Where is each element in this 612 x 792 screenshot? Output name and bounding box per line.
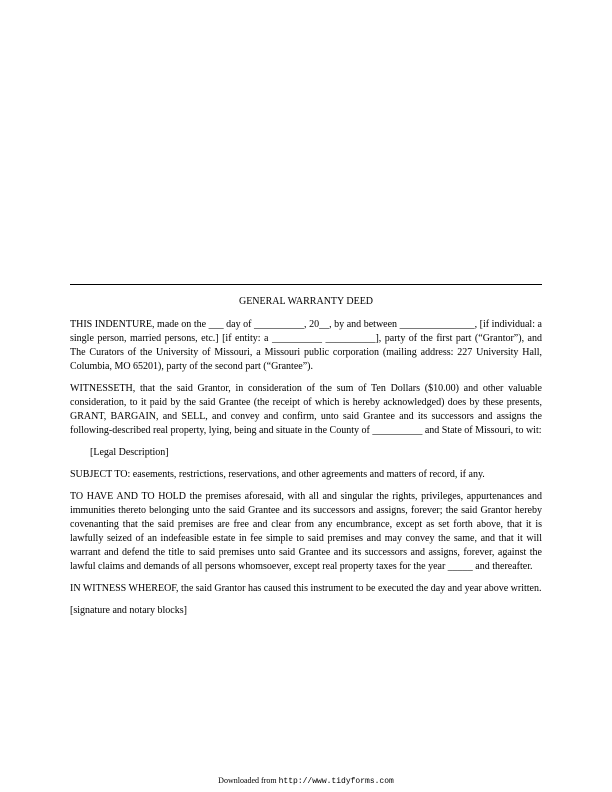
document-body xyxy=(70,318,542,626)
footer-link[interactable]: http://www.tidyforms.com xyxy=(278,777,394,786)
document-title: GENERAL WARRANTY DEED xyxy=(238,296,374,307)
to-have-and-to-hold-paragraph: TO HAVE AND TO HOLD the premises aforesaid, with all and singular the rights, privileges, appurtenances and immunities thereto belonging unto the said Grantee and its successors and assigns, forever; the said Grantor hereby covenanting that the said premises are free and clear from any encumbrance, except as set forth above, that it is lawfully seized of an indefeasible estate in fee simple to said premises and may convey the same, and that it will warrant and defend the title to said premises unto said Grantee and its successors and assigns, forever, against the lawful claims and demands of all persons whomsoever, except real property taxes for the year _____ and thereafter. xyxy=(70,491,542,572)
header-divider xyxy=(70,284,542,285)
in-witness-paragraph: IN WITNESS WHEREOF, the said Grantor has caused this instrument to be executed the day and year above written. xyxy=(70,583,542,594)
subject-to-paragraph: SUBJECT TO: easements, restrictions, reservations, and other agreements and matters of record, if any. xyxy=(70,469,485,480)
signature-blocks-placeholder: [signature and notary blocks] xyxy=(70,605,187,616)
indenture-paragraph: THIS INDENTURE, made on the ___ day of __________, 20__, by and between _______________, [if individual: a single person, married persons, etc.] [if entity: a __________ __________], party of the first part (“Grantor”), and The Curators of the University of Missouri, a Missouri public corporation (mailing address: 227 University Hall, Columbia, MO 65201), party of the second part (“Grantee”). xyxy=(70,319,542,372)
page-footer xyxy=(0,776,612,787)
legal-description-placeholder: [Legal Description] xyxy=(90,447,169,458)
witnesseth-paragraph: WITNESSETH, that the said Grantor, in consideration of the sum of Ten Dollars ($10.00) and other valuable consideration, to it paid by the said Grantee (the receipt of which is hereby acknowledged) does by these presents, GRANT, BARGAIN, and SELL, and convey and confirm, unto said Grantee and its successors and assigns the following-described real property, lying, being and situate in the County of __________ and State of Missouri, to wit: xyxy=(70,383,542,436)
footer-prefix: Downloaded from xyxy=(218,776,277,785)
